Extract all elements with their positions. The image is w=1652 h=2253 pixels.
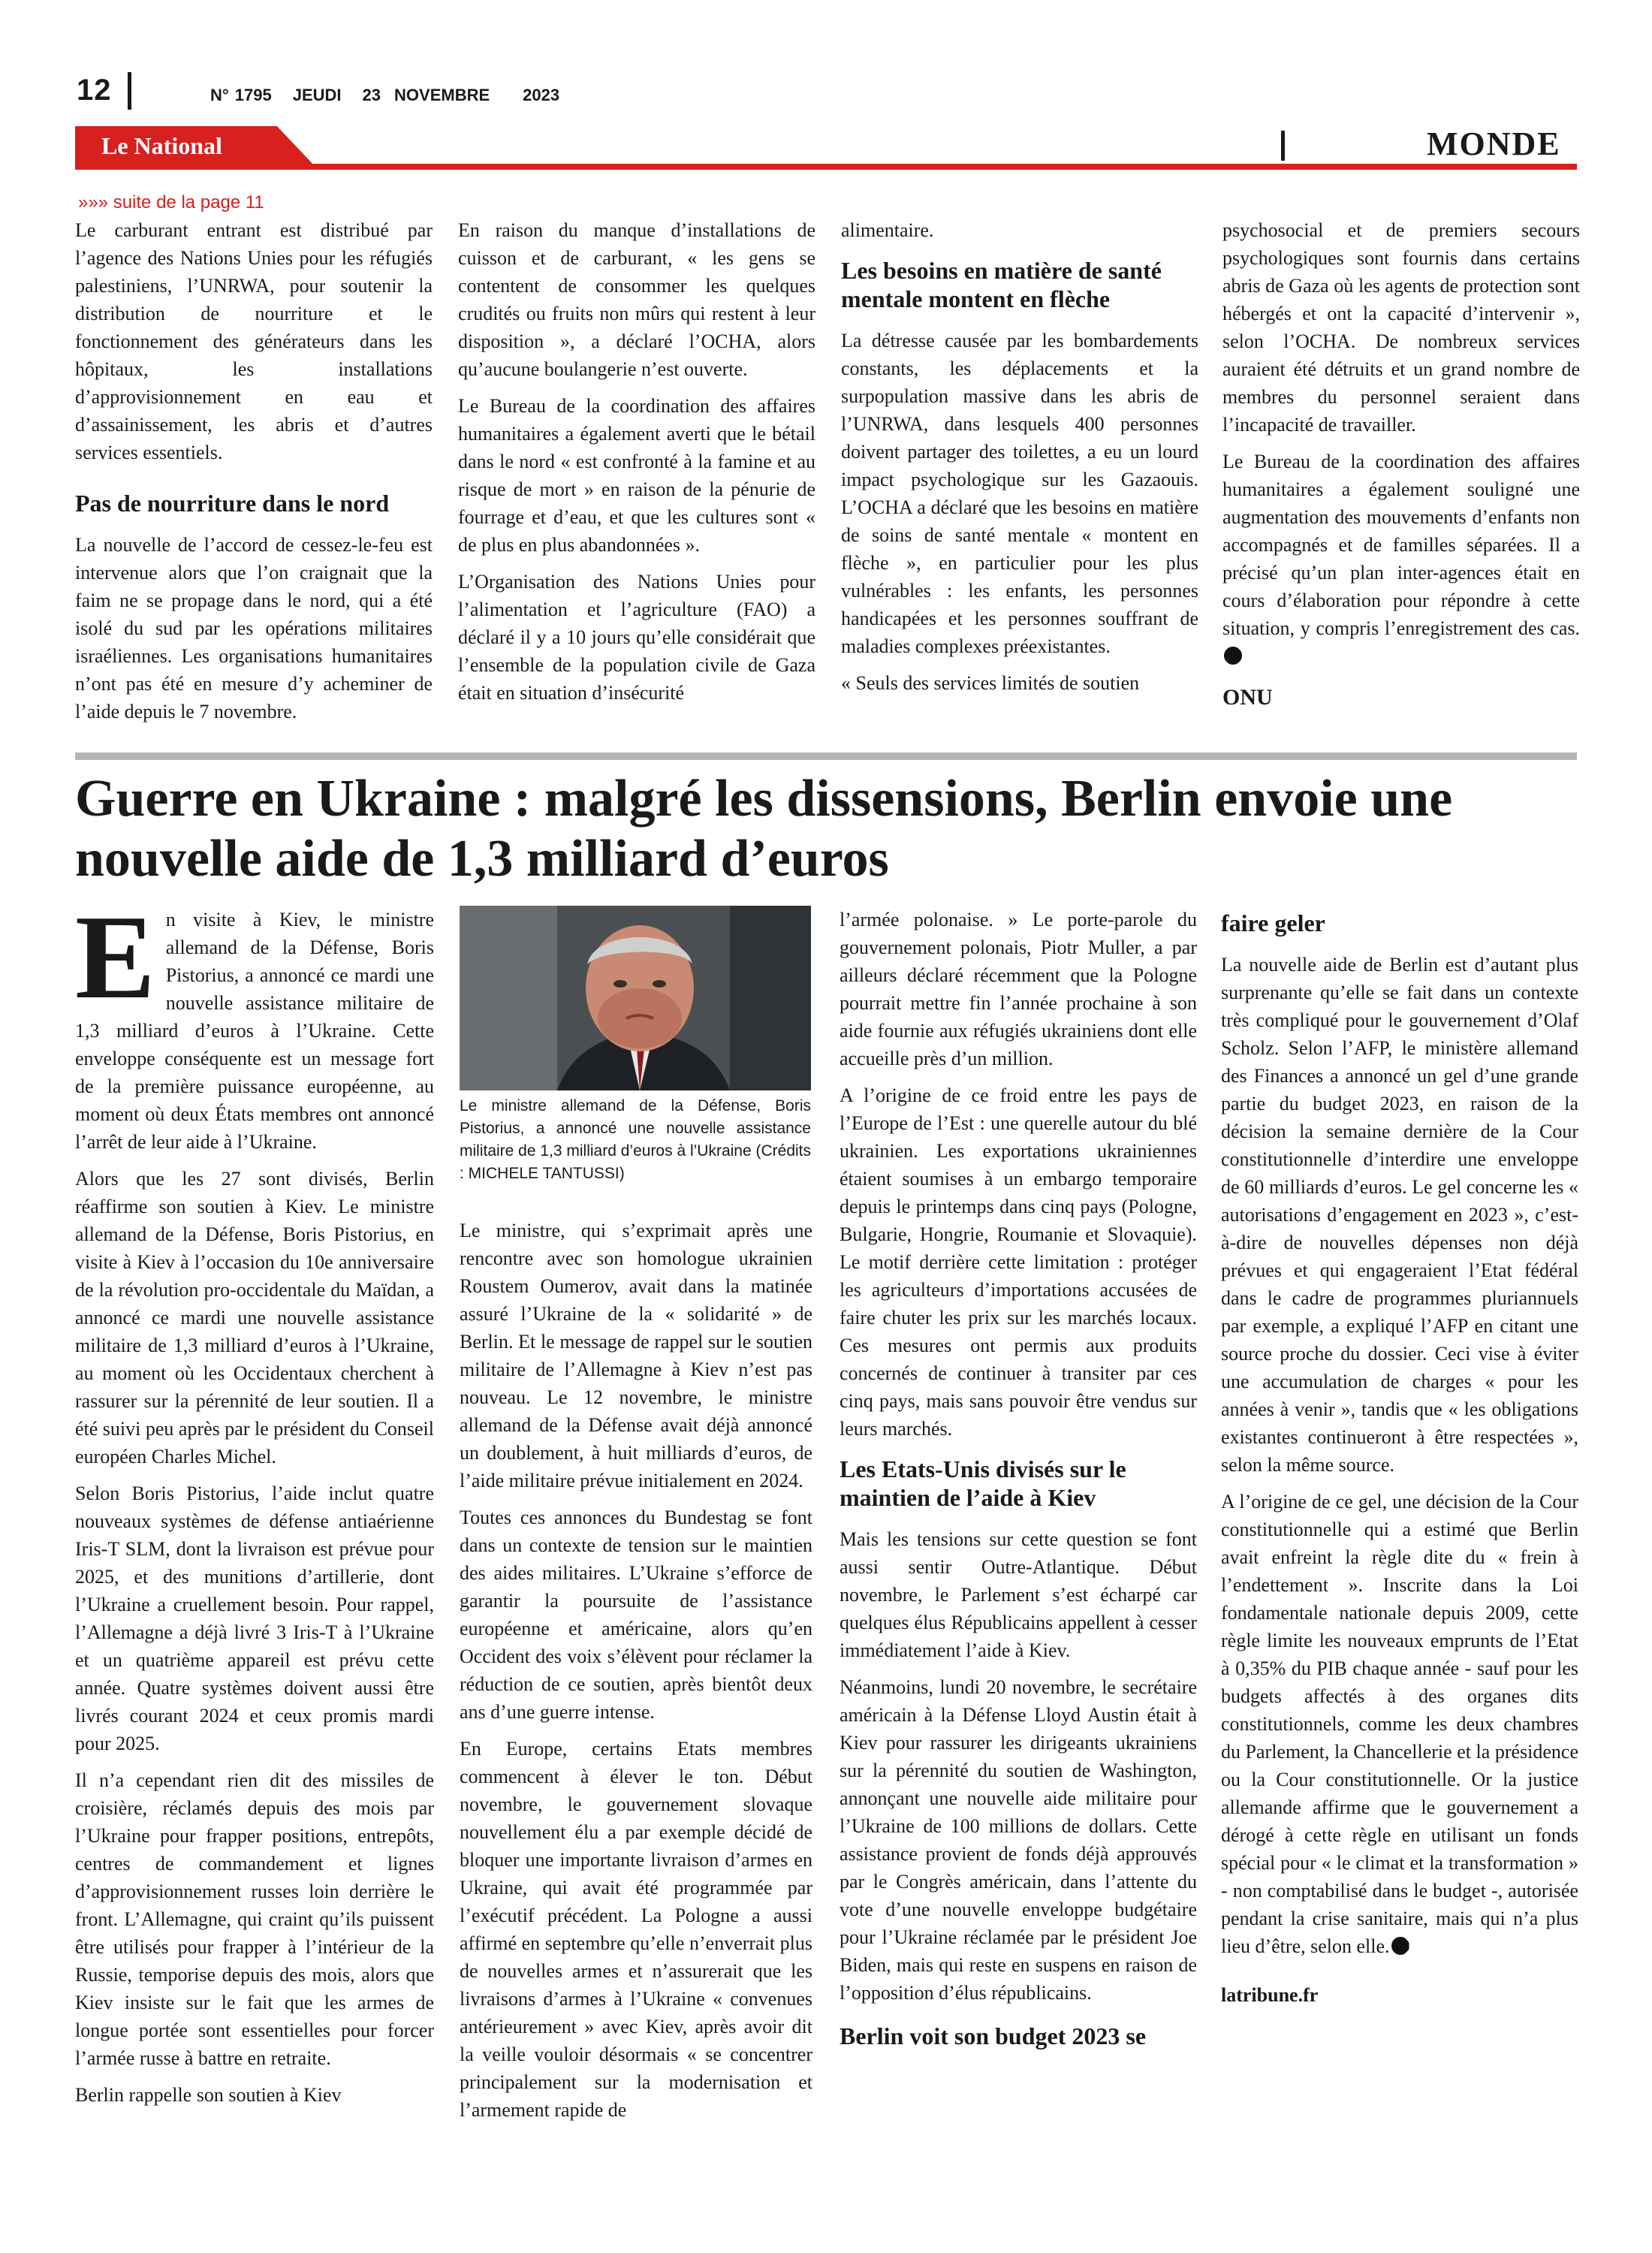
photo-caption: Le ministre allemand de la Défense, Boris Pistorius, a annoncé une nouvelle assistance militaire de 1,3 milliard d’euros à l’Ukraine (Crédits : MICHELE TANTUSSI) <box>460 1097 811 1182</box>
paragraph: « Seuls des services limités de soutien <box>841 672 1140 694</box>
continued-from-link[interactable]: »»» suite de la page 11 <box>78 192 264 213</box>
paragraph: Le ministre, qui s’exprimait après une rencontre avec son homologue ukrainien Roustem Oumerov, avait dans la matinée assuré l’Ukraine de la « solidarité » de Berlin. Et le message de rappel sur le soutien militaire de l’Allemagne à Kiev n’est pas nouveau. Le 12 novembre, le ministre allemand de la Défense avait déjà annoncé un doublement, à huit milliards d’euros, de l’aide militaire prévue initialement en 2024. <box>460 1220 812 1491</box>
paragraph: Néanmoins, lundi 20 novembre, le secrétaire américain à la Défense Lloyd Austin était à Kiev pour rassurer les dirigeants ukrainiens sur la pérennité du soutien de Washington, annonçant une nouvelle aide militaire pour l’Ukraine de 100 millions de dollars. Cette assistance provient de fonds déjà approuvés par le Congrès américain, dans l’attente du vote d’une nouvelle enveloppe budgétaire pour l’Ukraine réclamée par le président Joe Biden, mais qui reste en suspens en raison de l’opposition d’élus républicains. <box>840 1676 1197 2004</box>
paragraph: psychosocial et de premiers secours psychologiques sont fournis dans certains abris de Gaza où les agents de protection sont hébergés et ont la capacité d’intervenir », selon l’OCHA. De nombreux services auraient été détruits et un grand nombre de membres du personnel seraient dans l’incapacité de travailler. <box>1222 219 1580 436</box>
section-title: MONDE <box>1427 125 1561 162</box>
issue-month: NOVEMBRE <box>394 86 490 104</box>
header-rule <box>75 164 1577 170</box>
main-article-column-2 <box>460 1217 812 2133</box>
main-article-column-3 <box>840 906 1197 2064</box>
paragraph: L’Organisation des Nations Unies pour l’alimentation et l’agriculture (FAO) a déclaré il y a 10 jours qu’elle considérait que l’ensemble de la population civile de Gaza était en situation d’insécurité <box>458 571 815 704</box>
article-separator <box>75 753 1577 760</box>
brand-logo: Le National <box>101 132 222 159</box>
page-number-divider <box>128 72 131 110</box>
article-source: ONU <box>1222 685 1273 710</box>
paragraph-text: Le Bureau de la coordination des affaires humanitaires a également souligné une augmentation des mouvements d’enfants non accompagnés et de familles séparées. Il a précisé qu’un plan inter-agences était en cours d’élaboration pour répondre à cette situation, y compris l’enregistrement des cas. <box>1222 451 1580 639</box>
paragraph: La nouvelle de l’accord de cessez-le-feu est intervenue alors que l’on craignait que la faim ne se propage dans le nord, qui a été isolé du sud par les opérations militaires israéliennes. Les organisations humanitaires n’ont pas été en mesure d’y acheminer de l’aide depuis le 7 novembre. <box>75 534 433 722</box>
paragraph: l’armée polonaise. » Le porte-parole du gouvernement polonais, Piotr Muller, a par ailleurs déclaré récemment que la Pologne pourrait mettre fin l’année prochaine à son aide fournie aux réfugiés ukrainiens dont elle accueille près d’un million. <box>840 909 1197 1069</box>
issue-line <box>210 86 580 105</box>
drop-cap: E <box>75 890 155 1024</box>
section-divider <box>1281 131 1285 161</box>
paragraph: Alors que les 27 sont divisés, Berlin réaffirme son soutien à Kiev. Le ministre allemand de la Défense, Boris Pistorius, en visite à Kiev à l’occasion du 10e anniversaire de la révolution pro-occidentale du Maïdan, a annoncé ce mardi une nouvelle assistance militaire de 1,3 milliard d’euros à l’Ukraine, au moment où les Occidentaux cherchent à rassurer sur la pérennité de leur soutien. Il a été suivi peu après par le président du Conseil européen Charles Michel. <box>75 1168 434 1467</box>
lead-paragraph <box>75 890 434 1156</box>
subheading: Les besoins en matière de santé mentale montent en flèche <box>841 257 1162 312</box>
subheading: Pas de nourriture dans le nord <box>75 490 390 517</box>
paragraph: Selon Boris Pistorius, l’aide inclut quatre nouveaux systèmes de défense antiaérienne Iris-T SLM, dont la livraison est prévue pour 2025, et des munitions d’artillerie, dont l’Ukraine a cruellement besoin. Pour rappel, l’Allemagne a déjà livré 3 Iris-T à l’Ukraine et un quatrième appareil est prévu cette année. Quatre systèmes doivent aussi être livrés courant 2024 et ceux promis mardi pour 2025. <box>75 1482 434 1754</box>
main-article-column-1 <box>75 890 434 2118</box>
end-of-article-icon <box>1391 1937 1409 1955</box>
paragraph: Il n’a cependant rien dit des missiles de croisière, réclamés depuis des mois par l’Ukraine pour frapper positions, entrepôts, centres de commandement et lignes d’approvisionnement russes loin derrière le front. L’Allemagne, qui craint qu’ils puissent être utilisés pour frapper à l’intérieur de la Russie, temporise depuis des mois, alors que Kiev insiste sur le fait que les armes de longue portée sont essentielles pour forcer l’armée russe à battre en retraite. <box>75 1769 434 2069</box>
paragraph: Berlin rappelle son soutien à Kiev <box>75 2084 342 2106</box>
page-number: 12 <box>77 74 112 107</box>
paragraph: Toutes ces annonces du Bundestag se font dans un contexte de tension sur le maintien des aides militaires. L’Ukraine s’efforce de garantir la poursuite de l’assistance européenne et américaine, alors qu’en Occident des voix s’élèvent pour réclamer la réduction de ce soutien, après bientôt deux ans d’une guerre intense. <box>460 1507 812 1723</box>
paragraph-text: A l’origine de ce gel, une décision de la Cour constitutionnelle qui a estimé que Berlin avait enfreint la règle dite du « frein à l’endettement ». Inscrite dans la Loi fondamentale nationale depuis 2009, cette règle limite les nouveaux emprunts de l’Etat à 0,35% du PIB chaque année - sauf pour les budgets affectés à des organes dits constitutionnels, comme les deux chambres du Parlement, la Chancellerie et la présidence ou la Cour constitutionnelle. Or la justice allemande affirme que le gouvernement a dérogé à cette règle en utilisant un fonds spécial pour « le climat et la transformation » - non comptabilisé dans le budget -, autorisée pendant la crise sanitaire, mais qui n’a plus lieu d’être, selon elle. <box>1221 1491 1578 1957</box>
paragraph: En Europe, certains Etats membres commencent à élever le ton. Début novembre, le gouvernement slovaque nouvellement élu a par exemple décidé de bloquer une importante livraison d’armes en Ukraine, qui avait été programmée par l’exécutif précédent. La Pologne a aussi affirmé en septembre qu’elle n’enverrait plus de nouvelles armes et n’assurerait que les livraisons d’armes à l’Ukraine « convenues antérieurement » avec Kiev, après avoir dit la veille vouloir désormais « se concentrer principalement sur la modernisation et l’armement rapide de <box>460 1738 812 2121</box>
paragraph: Le carburant entrant est distribué par l’agence des Nations Unies pour les réfugiés palestiniens, l’UNRWA, pour soutenir la distribution de nourriture et le fonctionnement des générateurs dans les hôpitaux, les installations d’approvisionnement en eau et d’assainissement, les abris et d’autres services essentiels. <box>75 219 433 463</box>
issue-year: 2023 <box>523 86 560 104</box>
paragraph: En raison du manque d’installations de cuisson et de carburant, « les gens se contentent de consommer les quelques crudités ou fruits non mûrs qui restent à leur disposition », a déclaré l’OCHA, alors qu’aucune boulangerie n’est ouverte. <box>458 219 815 380</box>
minister-portrait-image <box>460 906 811 1090</box>
paragraph: La détresse causée par les bombardements constants, les déplacements et la surpopulation massive dans les abris de l’UNRWA, dans lesquels 400 personnes doivent partager des toilettes, a eu un lourd impact psychologique sur les Gazaouis. L’OCHA a déclaré que les besoins en matière de soins de santé mentale « montent en flèche », en particulier pour les plus vulnérables : les enfants, les personnes handicapées et les personnes souffrant de maladies complexes préexistantes. <box>841 330 1198 657</box>
paragraph <box>1221 1488 1578 1960</box>
subheading-continued: faire geler <box>1221 909 1325 936</box>
top-article-column-3 <box>841 216 1198 706</box>
paragraph: alimentaire. <box>841 219 934 241</box>
article-source: latribune.fr <box>1221 1984 1319 2006</box>
top-article-column-1 <box>75 216 433 734</box>
subheading: Berlin voit son budget 2023 se <box>840 2022 1147 2049</box>
subheading: Les Etats-Unis divisés sur le maintien de l’aide à Kiev <box>840 1455 1126 1511</box>
paragraph: A l’origine de ce froid entre les pays de l’Europe de l’Est : une querelle autour du blé ukrainien. Les exportations ukrainiennes étaient soumises à un embargo temporaire depuis le printemps dans cinq pays (Pologne, Bulgarie, Hongrie, Roumanie et Slovaquie). Le motif derrière cette limitation : protéger les agriculteurs d’importations accusées de faire chuter les prix sur les marchés locaux. Ces mesures ont permis aux produits concernés de continuer à transiter par ces cinq pays, mais sans pouvoir être vendus sur leurs marchés. <box>840 1084 1197 1440</box>
article-photo <box>460 906 811 1090</box>
paragraph: La nouvelle aide de Berlin est d’autant plus surprenante qu’elle se fait dans un contexte très compliqué pour le gouvernement d’Olaf Scholz. Selon l’AFP, le ministère allemand des Finances a annoncé un gel d’une grande partie du budget 2023, en raison de la décision la semaine dernière de la Cour constitutionnelle d’interdire une enveloppe de 60 milliards d’euros. Le gel concerne les « autorisations d’engagement en 2023 », c’est-à-dire de nouvelles dépenses non déjà prévues et qui engageraient l’Etat fédéral dans le cadre de programmes pluriannuels par exemple, a expliqué l’AFP en citant une source proche du dossier. Ceci vise à éviter une accumulation de charges « pour les années à venir », tandis que « les obligations existantes continueront à être respectées », selon la même source. <box>1221 954 1578 1476</box>
lead-text: n visite à Kiev, le ministre allemand de la Défense, Boris Pistorius, a annoncé ce mardi une nouvelle assistance militaire de 1,3 milliard d’euros à l’Ukraine. Cette enveloppe conséquente est un message fort de la première puissance européenne, au moment où deux États membres ont annoncé l’arrêt de leur aide à l’Ukraine. <box>75 909 434 1153</box>
paragraph: Le Bureau de la coordination des affaires humanitaires a également averti que le bétail dans le nord « est confronté à la famine et au risque de mort » en raison de la pénurie de fourrage et d’eau, et que les cultures sont « de plus en plus abandonnées ». <box>458 395 815 556</box>
paragraph <box>1222 448 1580 670</box>
article-headline: Guerre en Ukraine : malgré les dissensions, Berlin envoie une nouvelle aide de 1,3 milliard d’euros <box>75 770 1453 888</box>
top-article-column-4 <box>1222 216 1580 711</box>
main-article-column-4 <box>1221 906 1578 2009</box>
paragraph: Mais les tensions sur cette question se font aussi sentir Outre-Atlantique. Début novembre, le Parlement s’est écharpé car quelques élus Républicains appellent à cesser immédiatement l’aide à Kiev. <box>840 1528 1197 1661</box>
issue-number: N° 1795 <box>210 86 272 104</box>
issue-date: 23 <box>362 86 381 104</box>
issue-day: JEUDI <box>292 86 342 104</box>
end-of-article-icon <box>1224 647 1242 665</box>
top-article-column-2 <box>458 216 815 716</box>
